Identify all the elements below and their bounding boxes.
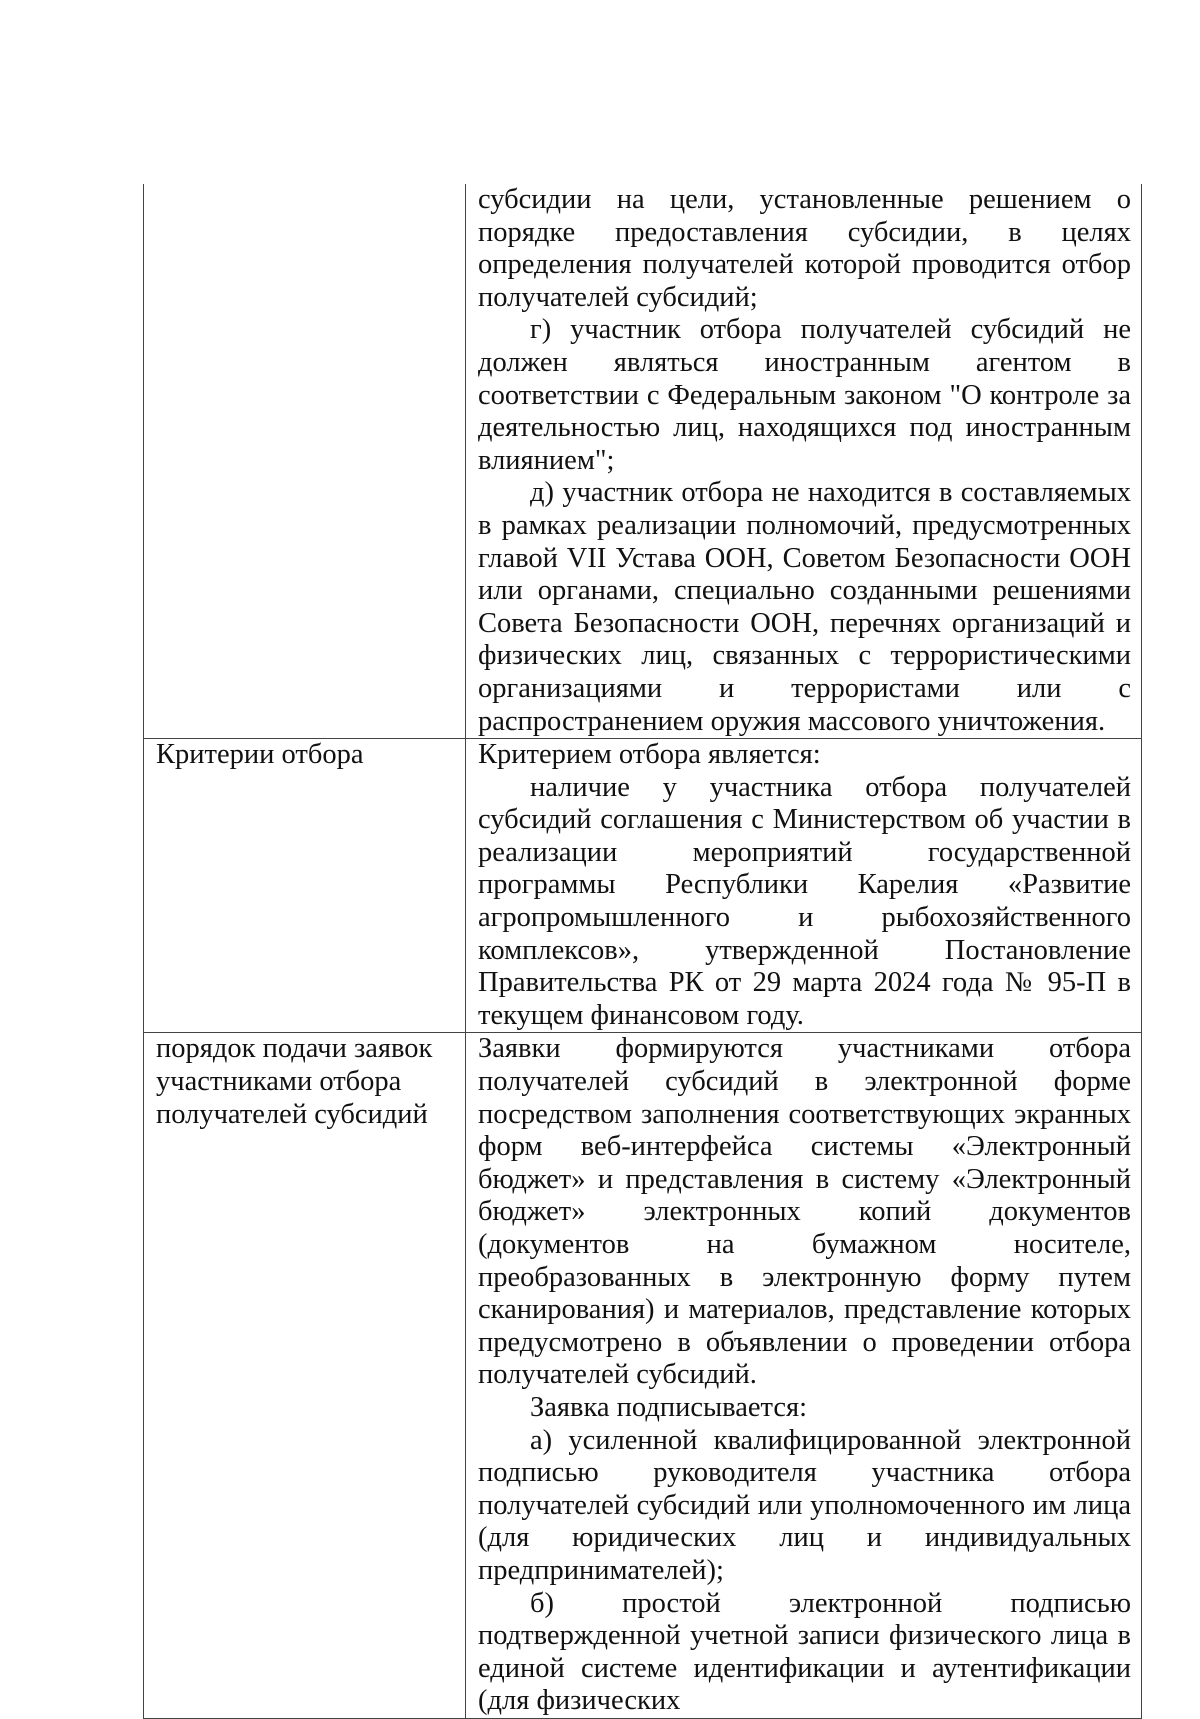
paragraph: субсидии на цели, установленные решением о порядке предоставления субсидии, в целях определения получателей которой проводится отбор получателей субсидий; bbox=[478, 184, 1131, 313]
paragraph: д) участник отбора не находится в составляемых в рамках реализации полномочий, предусмотренных главой VII Устава ООН, Советом Безопасности ООН или органами, специально созданными решениями Совета Безопасности ООН, перечнях организаций и физических лиц, связанных с террористическими организациями и террористами или с распространением оружия массового уничтожения. bbox=[478, 477, 1131, 737]
row-label: порядок подачи заявок участниками отбора получателей субсидий bbox=[156, 1033, 433, 1130]
table-row bbox=[144, 739, 1142, 1033]
paragraph: наличие у участника отбора получателей субсидий соглашения с Министерством об участии в реализации мероприятий государственной программы Республики Карелия «Развитие агропромышленного и рыбохозяйственного комплексов», утвержденной Постановление Правительства РК от 29 марта 2024 года № 95-П в текущем финансовом году. bbox=[478, 771, 1131, 1031]
row-content-cell bbox=[466, 739, 1142, 1033]
row-content-cell bbox=[466, 184, 1142, 739]
row-label: Критерии отбора bbox=[156, 739, 364, 771]
paragraph: Заявки формируются участниками отбора получателей субсидий в электронной форме посредством заполнения соответствующих экранных форм веб-интерфейса системы «Электронный бюджет» и представления в систему «Электронный бюджет» электронных копий документов (документов на бумажном носителе, преобразованных в электронную форму путем сканирования) и материалов, представление которых предусмотрено в объявлении о проведении отбора получателей субсидий. bbox=[478, 1033, 1131, 1391]
row-label-cell bbox=[144, 184, 466, 739]
table-row bbox=[144, 1033, 1142, 1718]
row-label-cell bbox=[144, 1033, 466, 1718]
paragraph: Критерием отбора является: bbox=[478, 739, 821, 771]
paragraph: б) простой электронной подписью подтвержденной учетной записи физического лица в единой системе идентификации и аутентификации (для физических bbox=[478, 1587, 1131, 1717]
paragraph: г) участник отбора получателей субсидий не должен являться иностранным агентом в соответствии с Федеральным законом "О контроле за деятельностью лиц, находящихся под иностранным влиянием"; bbox=[478, 314, 1131, 476]
row-label-cell bbox=[144, 739, 466, 1033]
row-content-cell bbox=[466, 1033, 1142, 1718]
paragraph: а) усиленной квалифицированной электронной подписью руководителя участника отбора получателей субсидий или уполномоченного им лица (для юридических лиц и индивидуальных предпринимателей); bbox=[478, 1424, 1131, 1586]
paragraph: Заявка подписывается: bbox=[530, 1391, 808, 1423]
requirements-table bbox=[143, 184, 1142, 1719]
table-row bbox=[144, 184, 1142, 739]
